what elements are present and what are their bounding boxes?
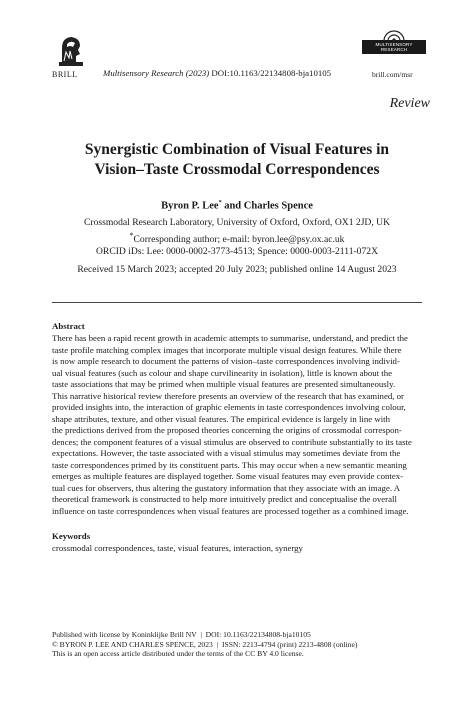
article-title — [30, 140, 444, 180]
abstract-line: shape attributes, texture, and other visual features. The empirical evidence is largely in line with — [52, 413, 390, 424]
abstract-line: is now ample research to document the patterns of vision–taste correspondences involving individ- — [52, 356, 400, 366]
section-divider — [52, 302, 422, 303]
abstract-line: ual visual features (such as colour and shape curvilinearity in isolation), little is known about the — [52, 367, 393, 378]
corresponding-author — [30, 230, 444, 247]
journal-doi: DOI:10.1163/22134808-bja10105 — [211, 68, 332, 78]
publication-dates: Received 15 March 2023; accepted 20 July 2023; published online 14 August 2023 — [77, 264, 397, 275]
abstract-line: taste correspondences primed by its constituent parts. This may occur when a new semantic meaning — [52, 459, 407, 470]
abstract-line: influence on taste correspondences when visual features are processed together as a combined image. — [52, 505, 409, 516]
open-access-line: This is an open access article distributed under the terms of the CC BY 4.0 license. — [52, 649, 304, 659]
abstract-line: taste profile matching complex images that incorporate multiple visual design features. While there — [52, 344, 402, 355]
brill-logo-icon — [56, 34, 86, 68]
journal-badge — [362, 40, 426, 54]
orcid-ids[interactable]: ORCID iDs: Lee: 0000-0002-3773-4513; Spence: 0000-0003-2111-072X — [96, 246, 378, 258]
abstract-heading: Abstract — [52, 321, 85, 331]
abstract-line: tual cues for observers, thus altering the gustatory information that they associate with an image. A — [52, 482, 401, 493]
license-line: Published with license by Koninklijke Brill NV | DOI: 10.1163/22134808-bja10105 — [52, 630, 311, 639]
license-footer — [52, 630, 357, 659]
sensory-arc-icon — [382, 29, 406, 41]
affiliation-block — [30, 217, 444, 259]
abstract-body — [52, 333, 422, 517]
abstract-line: provided insights into, the interaction of graphic elements in taste correspondences involving colour, — [52, 402, 406, 412]
author-list — [30, 200, 444, 212]
corresponding-marker: * — [129, 230, 134, 240]
abstract-line: theoretical framework is constructed to help more intuitively predict and conceptualise the overall — [52, 494, 397, 504]
keywords-heading: Keywords — [52, 531, 91, 541]
journal-name: Multisensory Research (2023) — [103, 68, 210, 78]
journal-citation — [103, 68, 331, 78]
author-connector: and — [221, 200, 244, 212]
abstract-line: This narrative historical review therefore presents an overview of the research that has examined, or — [52, 390, 404, 401]
article-title-line: Vision–Taste Crossmodal Correspondences — [94, 161, 380, 178]
abstract-line: taste associations that may be primed when multiple visual features are presented simultaneously. — [52, 379, 396, 389]
journal-badge-label: MULTISENSORY RESEARCH — [362, 40, 426, 54]
abstract-line: There has been a rapid recent growth in academic attempts to summarise, understand, and predict the — [52, 333, 408, 343]
article-type: Review — [389, 96, 430, 111]
author-name: Charles Spence — [243, 200, 313, 212]
abstract-line: dences; the component features of a visual stimulus are observed to contribute substantially to its taste — [52, 436, 412, 447]
article-title-line: Synergistic Combination of Visual Features in — [84, 141, 390, 158]
abstract-line: the predictions derived from the proposed theories concerning the origins of crossmodal correspon- — [52, 425, 402, 435]
abstract-line: expectations. However, the taste associated with a visual stimulus may sometimes deviate from the — [52, 448, 401, 458]
journal-url[interactable]: brill.com/msr — [372, 70, 413, 79]
corresponding-marker: * — [218, 200, 222, 206]
affiliation-lab: Crossmodal Research Laboratory, University of Oxford, Oxford, OX1 2JD, UK — [83, 217, 391, 228]
copyright-line: © BYRON P. LEE AND CHARLES SPENCE, 2023 | ISSN: 2213-4794 (print) 2213-4808 (online) — [52, 639, 358, 649]
author-name: Byron P. Lee — [161, 200, 219, 212]
keywords-list: crossmodal correspondences, taste, visual features, interaction, synergy — [52, 543, 303, 553]
abstract-line: emerges as multiple features are displayed together. Some visual features may even provide contex- — [52, 471, 404, 481]
corresponding-email[interactable]: Corresponding author; e-mail: byron.lee@psy.ox.ac.uk — [133, 233, 345, 245]
publisher-name: BRILL — [52, 70, 78, 79]
